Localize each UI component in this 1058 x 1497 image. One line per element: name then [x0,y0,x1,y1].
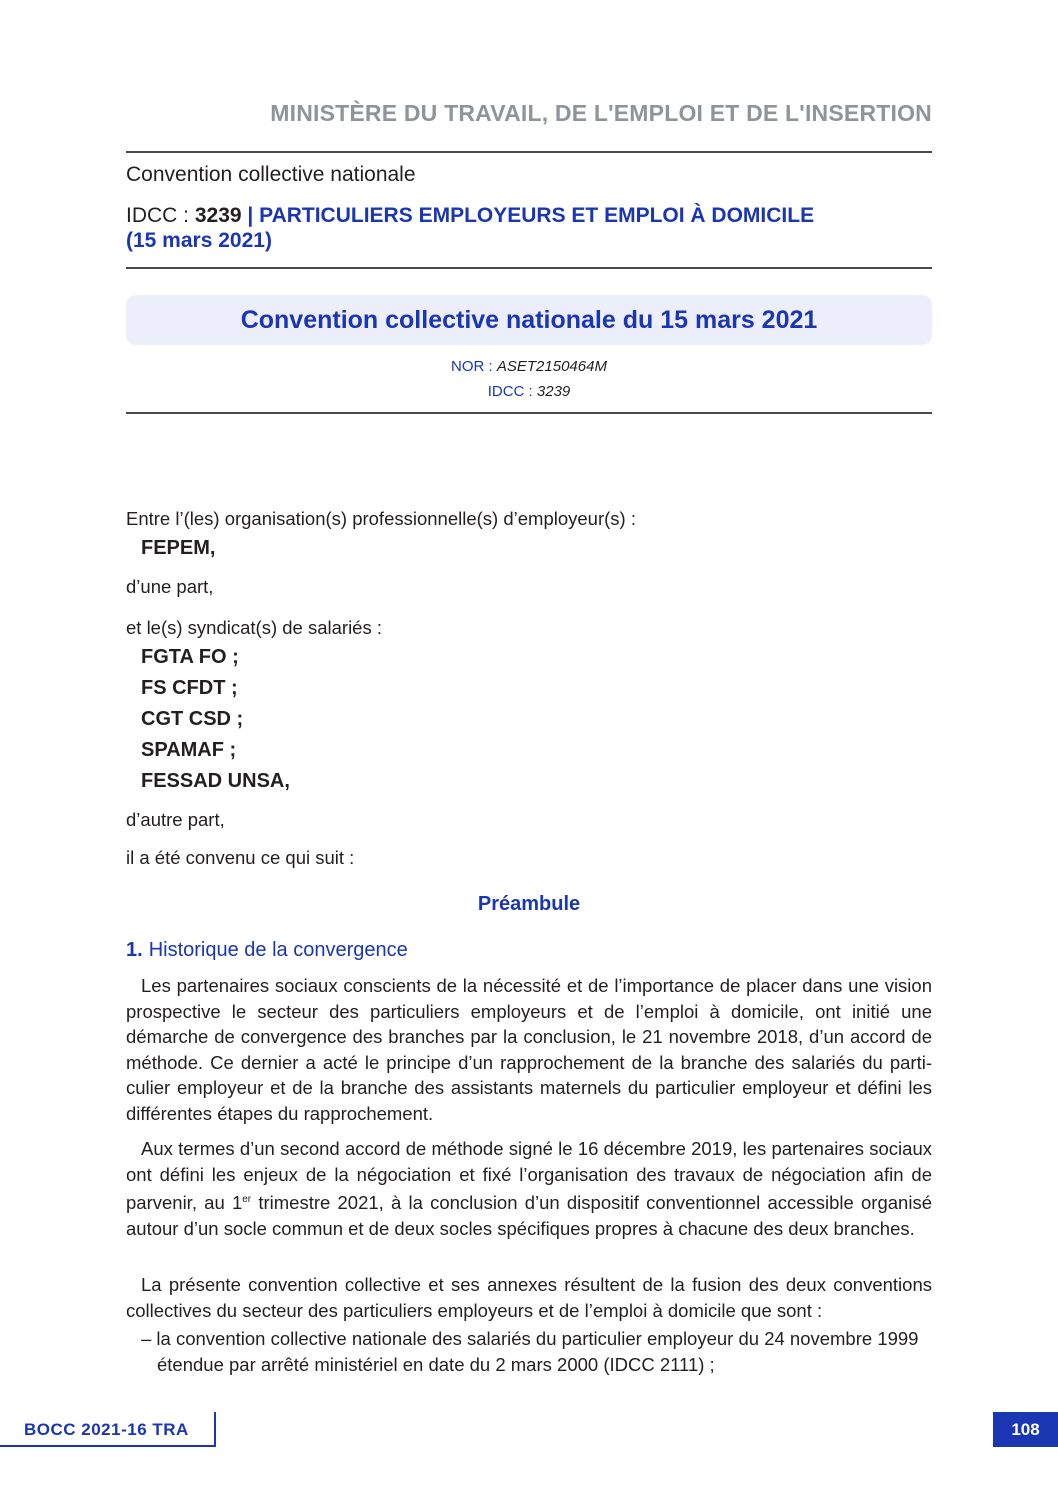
nor-line [126,358,932,375]
other-part-text: d’autre part, [126,809,225,830]
convention-title-line2: (15 mars 2021) [126,229,272,252]
preambule-heading: Préambule [477,893,581,915]
paragraph-3: La présente convention collective et ses annexes résultent de la fusion des deux conventions collectives du secteur des particuliers employeurs et de l’emploi à domicile que sont : [126,1274,932,1321]
paragraph-2-part-b: trimestre 2021, à la conclusion d’un dispositif conventionnel accessible organisé autour d’un socle commun et de deux socles spécifiques propres à chacune des deux branches. [126,1192,932,1239]
agreed-text: il a été convenu ce qui suit : [126,847,355,868]
union-item: FS CFDT ; [141,677,238,699]
convention-label: Convention collective nationale [126,163,416,186]
ordinal-superscript: er [242,1194,252,1205]
bulletin-reference: BOCC 2021-16 TRA [0,1412,216,1447]
idcc-meta-line [126,383,932,400]
meta-rule [126,412,932,414]
idcc-meta-value: 3239 [536,383,571,400]
nor-value: ASET2150464M [496,358,607,375]
unions-intro: et le(s) syndicat(s) de salariés : [126,617,383,638]
section-title: Historique de la convergence [148,939,408,961]
idcc-title [126,203,932,253]
one-part-text: d’une part, [126,576,214,597]
union-item: FESSAD UNSA, [141,770,290,792]
section-number: 1. [126,939,143,961]
section-heading [126,939,408,962]
paragraph-2-part-a: Aux termes d’un second accord de méthode signé le 16 décembre 2019, les partenaires sociaux ont défini les enjeux de la négociation et fixé l’organisation des travaux de négociation afin de parvenir, au 1 [126,1138,932,1214]
paragraph-2 [126,1136,932,1241]
idcc-number: 3239 [194,204,242,227]
convention-title-line1: | PARTICULIERS EMPLOYEURS ET EMPLOI À DOMICILE [247,204,815,227]
header-rule-bottom [126,267,932,269]
document-title: Convention collective nationale du 15 mars 2021 [126,295,932,345]
ministry-heading: MINISTÈRE DU TRAVAIL, DE L'EMPLOI ET DE L'INSERTION [270,100,932,126]
employer-org: FEPEM, [141,537,216,559]
header-rule-top [126,151,932,153]
page-number: 108 [993,1412,1058,1447]
union-item: SPAMAF ; [141,739,237,761]
list-item: – la convention collective nationale des salariés du particulier employeur du 24 novembre 1999 étendue par arrêté ministériel en date du 2 mars 2000 (IDCC 2111) ; [141,1328,919,1375]
union-item: CGT CSD ; [141,708,244,730]
union-item: FGTA FO ; [141,646,239,668]
idcc-meta-label: IDCC : [487,383,537,400]
nor-label: NOR : [451,358,497,375]
employers-intro: Entre l’(les) organisation(s) professionnelle(s) d’employeur(s) : [126,508,636,529]
paragraph-1: Les partenaires sociaux conscients de la nécessité et de l’importance de placer dans une vision prospective le secteur des particuliers employeurs et de l’emploi à domicile, ont initié une démarche de convergence des branches par la conclusion, le 21 novembre 2018, d’un accord de méthode. Ce dernier a acté le principe d’un rapprochement de la branche des salariés du parti-culier employeur et de la branche des assistants maternels du particulier employeur et défini les différentes étapes du rapprochement. [126,975,932,1124]
idcc-prefix: IDCC : [126,204,195,227]
